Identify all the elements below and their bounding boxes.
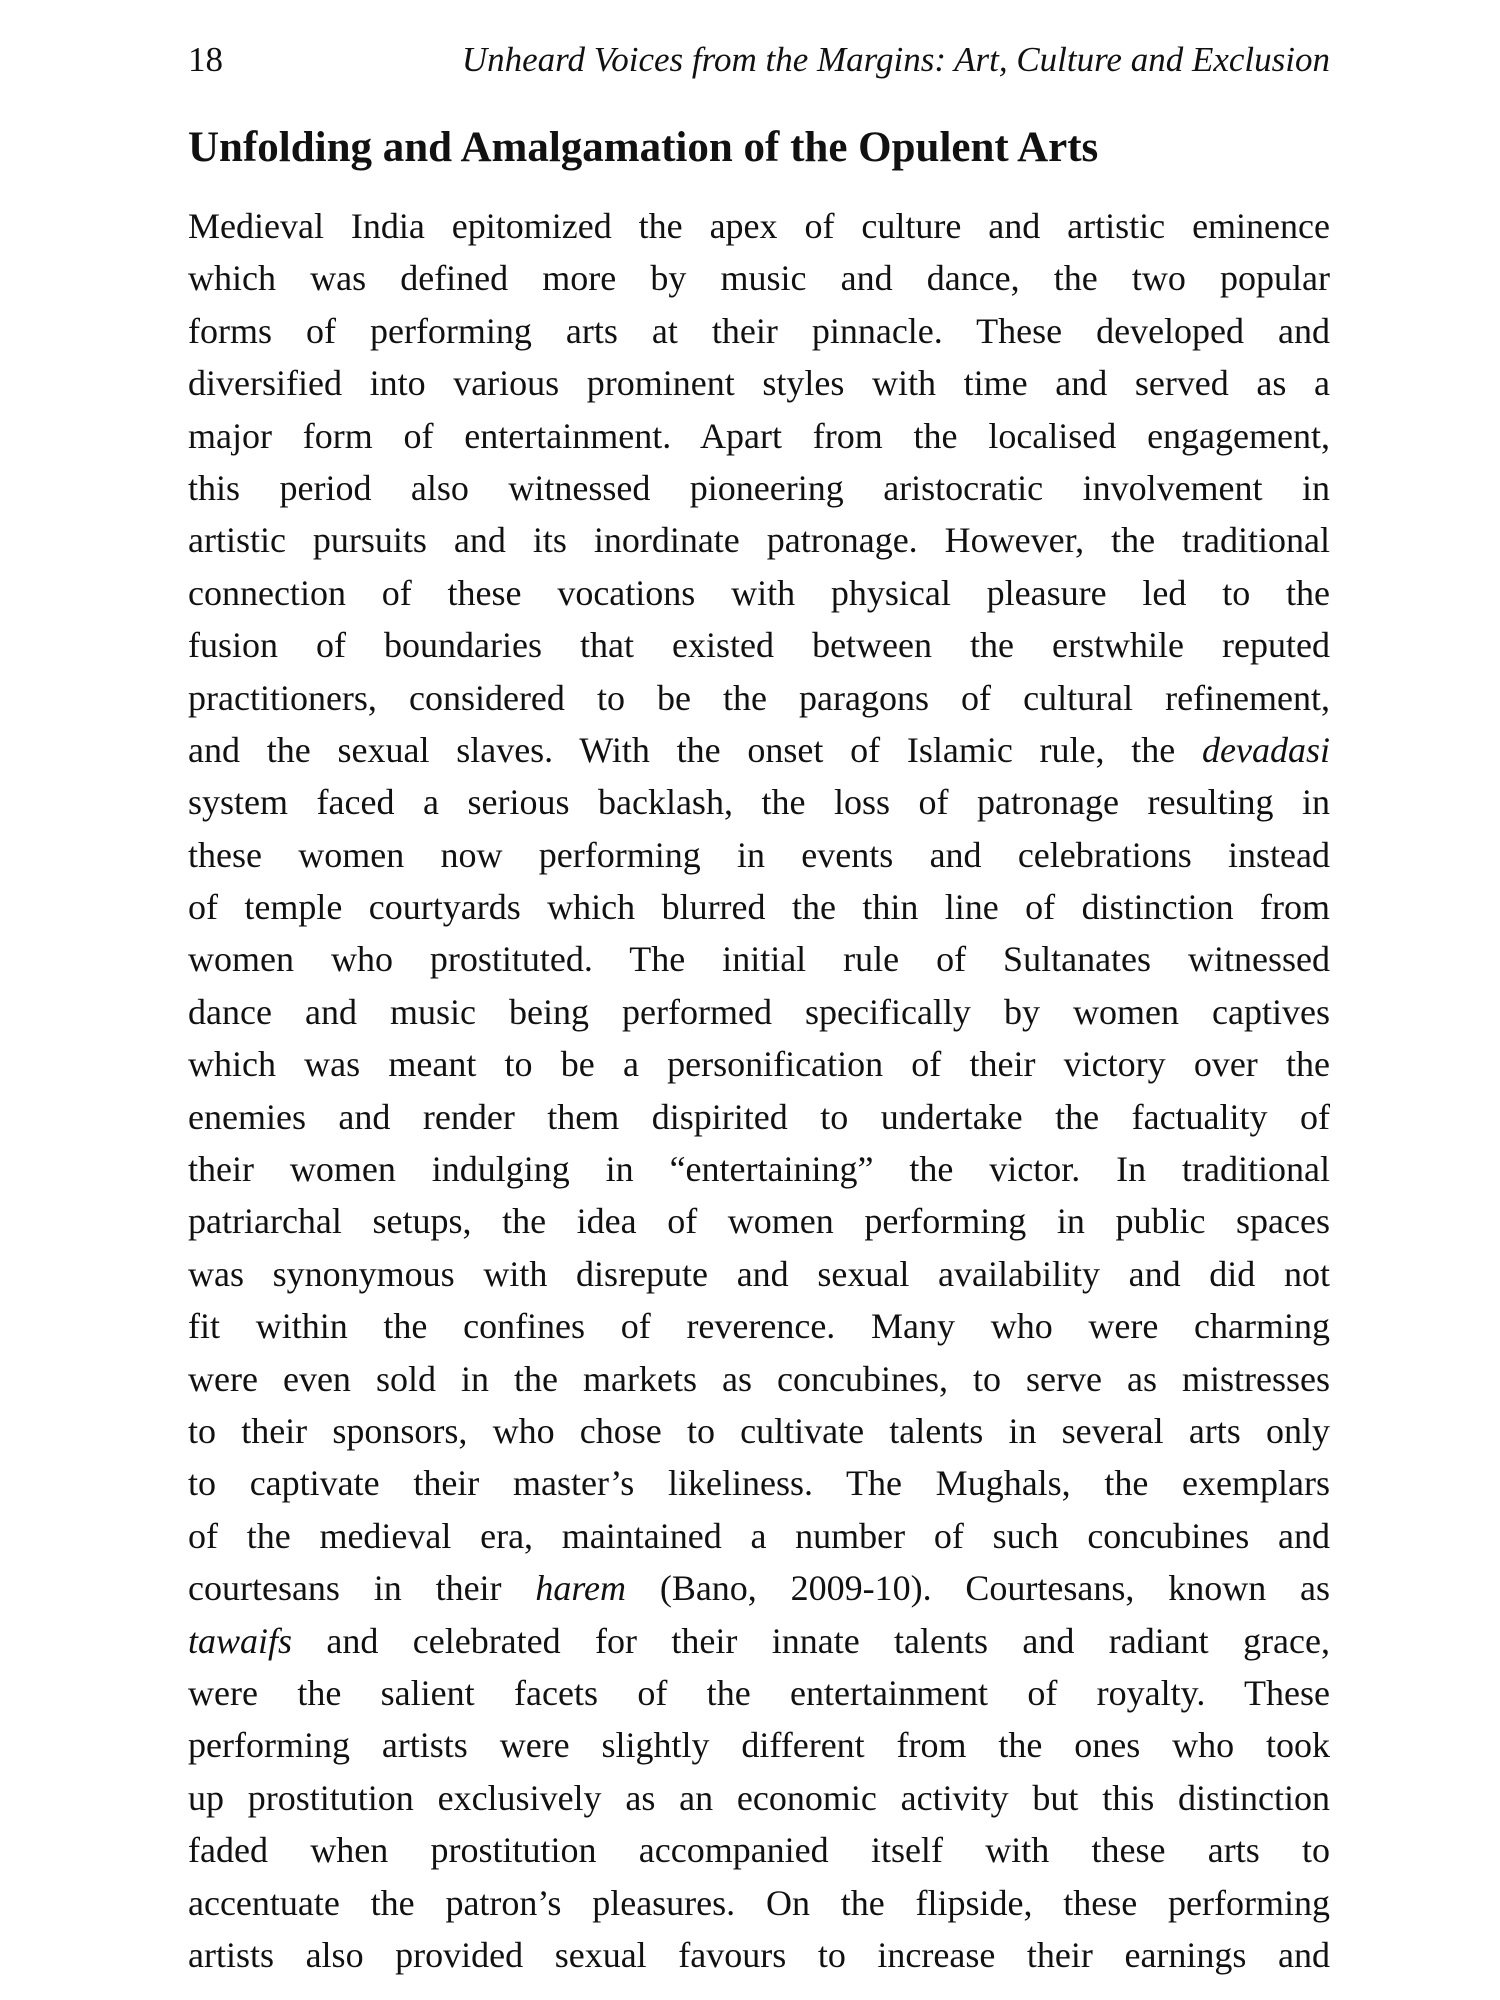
text-line: practitioners, considered to be the paragons of cultural refinement, [188,677,1330,718]
text-line: fusion of boundaries that existed between the erstwhile reputed [188,625,1330,666]
text-line [188,1615,1330,1667]
text-line: major form of entertainment. Apart from the localised engagement, [188,415,1330,456]
book-title: Unheard Voices from the Margins: Art, Culture and Exclusion [461,40,1330,79]
text-line: to their sponsors, who chose to cultivate talents in several arts only [188,1410,1330,1451]
text-line: these women now performing in events and celebrations instead [188,834,1330,875]
text-segment: and the sexual slaves. With the onset of Islamic rule, the [188,729,1203,770]
text-line: faded when prostitution accompanied itself with these arts to [188,1830,1330,1871]
running-head [188,30,1330,90]
text-line: which was defined more by music and dance, the two popular [188,258,1330,299]
section-heading: Unfolding and Amalgamation of the Opulent Arts [188,124,1099,171]
text-line: forms of performing arts at their pinnacle. These developed and [188,310,1330,351]
text-line: were even sold in the markets as concubines, to serve as mistresses [188,1358,1330,1399]
text-line: to captivate their master’s likeliness. The Mughals, the exemplars [188,1463,1330,1504]
text-line: which was meant to be a personification of their victory over the [188,1044,1330,1085]
text-line: Medieval India epitomized the apex of culture and artistic eminence [188,206,1330,246]
page-number: 18 [188,40,223,79]
text-line: dance and music being performed specifically by women captives [188,991,1330,1032]
text-line [188,1562,1330,1614]
text-line: accentuate the patron’s pleasures. On the flipside, these performing [188,1882,1330,1923]
text-segment: courtesans in their [188,1568,536,1609]
text-segment: and celebrated for their innate talents and radiant grace, [292,1620,1330,1661]
text-segment: (Bano, 2009-10). Courtesans, known as [626,1568,1330,1609]
text-line: enemies and render them dispirited to undertake the factuality of [188,1096,1330,1137]
text-line: system faced a serious backlash, the loss of patronage resulting in [188,782,1330,823]
text-line: were the salient facets of the entertainment of royalty. These [188,1672,1330,1713]
text-line: was synonymous with disrepute and sexual availability and did not [188,1253,1330,1294]
text-line: diversified into various prominent styles with time and served as a [188,363,1330,404]
book-page [188,30,1330,1981]
text-line: performing artists were slightly different from the ones who took [188,1725,1330,1766]
text-line: of temple courtyards which blurred the thin line of distinction from [188,887,1330,928]
text-line: artistic pursuits and its inordinate patronage. However, the traditional [188,520,1330,561]
text-line: up prostitution exclusively as an economic activity but this distinction [188,1777,1330,1818]
text-line: women who prostituted. The initial rule of Sultanates witnessed [188,939,1330,980]
text-line [188,724,1330,776]
body-paragraph [188,200,1330,1981]
text-line: this period also witnessed pioneering aristocratic involvement in [188,467,1330,508]
text-line: connection of these vocations with physical pleasure led to the [188,572,1330,613]
italic-term: harem [535,1568,627,1609]
text-line: patriarchal setups, the idea of women performing in public spaces [188,1201,1330,1242]
text-line: of the medieval era, maintained a number of such concubines and [188,1515,1330,1556]
text-line: fit within the confines of reverence. Many who were charming [188,1306,1330,1347]
text-line: artists also provided sexual favours to increase their earnings and [188,1934,1330,1975]
text-line: their women indulging in “entertaining” the victor. In traditional [188,1149,1330,1190]
italic-term: devadasi [1202,729,1330,770]
italic-term: tawaifs [188,1620,293,1661]
